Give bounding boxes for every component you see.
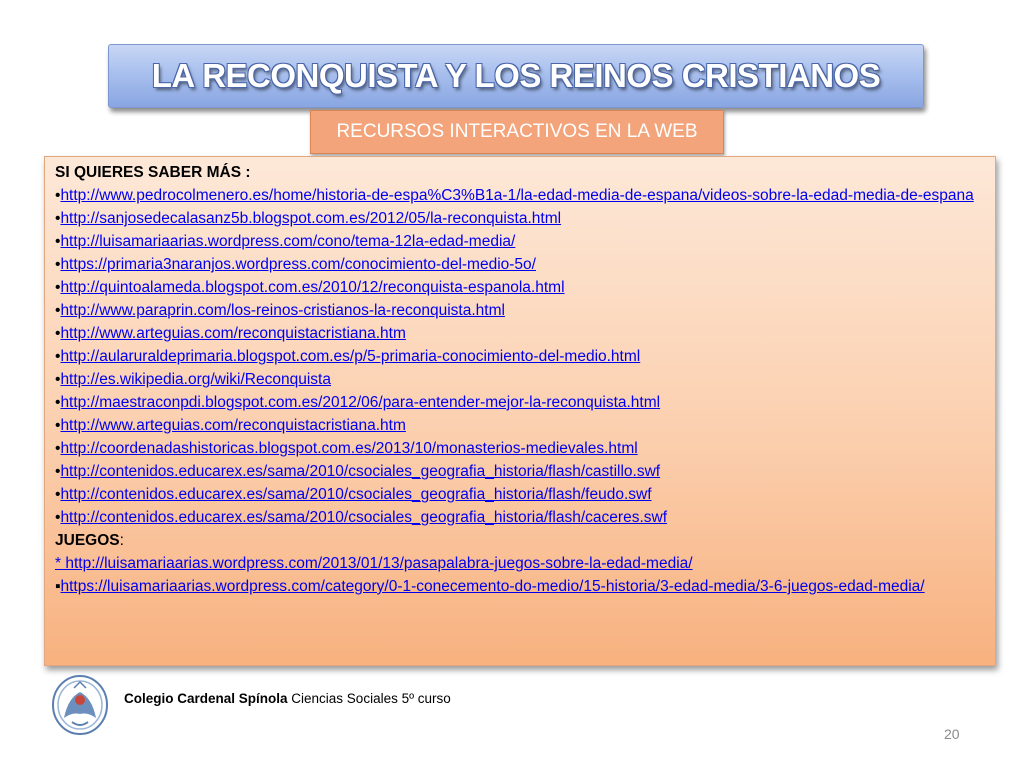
- bullet: •: [55, 233, 61, 250]
- school-name: Colegio Cardenal Spínola: [124, 691, 288, 706]
- bullet: •: [55, 509, 61, 526]
- slide-title: LA RECONQUISTA Y LOS REINOS CRISTIANOS: [151, 57, 881, 94]
- list-item: [55, 437, 985, 460]
- resource-link[interactable]: http://coordenadashistoricas.blogspot.com.es/2013/10/monasterios-medievales.html: [60, 440, 638, 457]
- bullet: •: [55, 210, 61, 227]
- bullet: •: [55, 187, 61, 204]
- list-item: [55, 207, 985, 230]
- bullet: •: [55, 394, 61, 411]
- resources-panel: [44, 156, 996, 666]
- resource-link[interactable]: http://www.arteguias.com/reconquistacristiana.htm: [60, 325, 406, 342]
- list-item: [55, 552, 985, 575]
- course-name: Ciencias Sociales 5º curso: [287, 691, 451, 706]
- game-link[interactable]: * http://luisamariaarias.wordpress.com/2013/01/13/pasapalabra-juegos-sobre-la-edad-media/: [55, 555, 693, 572]
- list-item: [55, 414, 985, 437]
- resource-link[interactable]: http://contenidos.educarex.es/sama/2010/csociales_geografia_historia/flash/castillo.swf: [60, 463, 661, 480]
- bullet: •: [55, 417, 61, 434]
- game-link[interactable]: https://luisamariaarias.wordpress.com/category/0-1-conecemento-do-medio/15-historia/3-edad-media/3-6-juegos-edad-media/: [60, 578, 925, 595]
- resource-link[interactable]: http://contenidos.educarex.es/sama/2010/csociales_geografia_historia/flash/feudo.swf: [60, 486, 652, 503]
- resource-link[interactable]: http://www.paraprin.com/los-reinos-cristianos-la-reconquista.html: [60, 302, 505, 319]
- resource-link[interactable]: http://contenidos.educarex.es/sama/2010/csociales_geografia_historia/flash/caceres.swf: [60, 509, 668, 526]
- games-heading: [55, 529, 985, 552]
- resource-link[interactable]: http://es.wikipedia.org/wiki/Reconquista: [60, 371, 331, 388]
- resource-link[interactable]: http://maestraconpdi.blogspot.com.es/2012/06/para-entender-mejor-la-reconquista.html: [60, 394, 661, 411]
- title-banner: [108, 44, 924, 108]
- bullet: •: [55, 256, 61, 273]
- bullet: •: [55, 371, 61, 388]
- bullet: •: [55, 348, 61, 365]
- games-colon: :: [119, 532, 124, 549]
- resource-link[interactable]: http://www.arteguias.com/reconquistacristiana.htm: [60, 417, 406, 434]
- bullet: •: [55, 302, 61, 319]
- games-label: JUEGOS: [55, 532, 120, 549]
- intro-heading: SI QUIERES SABER MÁS :: [55, 164, 251, 181]
- list-item: [55, 483, 985, 506]
- resource-link[interactable]: http://aularuraldeprimaria.blogspot.com.es/p/5-primaria-conocimiento-del-medio.html: [60, 348, 641, 365]
- resource-link[interactable]: http://luisamariaarias.wordpress.com/cono/tema-12la-edad-media/: [60, 233, 516, 250]
- list-item: [55, 253, 985, 276]
- bullet: •: [55, 440, 61, 457]
- resource-link[interactable]: https://primaria3naranjos.wordpress.com/conocimiento-del-medio-5o/: [60, 256, 536, 273]
- list-item: [55, 506, 985, 529]
- footer: [124, 691, 451, 706]
- list-item: [55, 322, 985, 345]
- resource-link[interactable]: http://sanjosedecalasanz5b.blogspot.com.es/2012/05/la-reconquista.html: [60, 210, 562, 227]
- list-item: [55, 276, 985, 299]
- resource-link[interactable]: http://quintoalameda.blogspot.com.es/2010/12/reconquista-espanola.html: [60, 279, 565, 296]
- list-item: [55, 299, 985, 322]
- list-item: [55, 575, 985, 598]
- list-item: [55, 391, 985, 414]
- resource-link[interactable]: http://www.pedrocolmenero.es/home/historia-de-espa%C3%B1a-1/la-edad-media-de-espana/videos-sobre-la-edad-media-de-espana: [60, 187, 974, 204]
- bullet: •: [55, 486, 61, 503]
- page-number: 20: [944, 726, 960, 742]
- list-item: [55, 230, 985, 253]
- square-bullet: ▪: [55, 578, 61, 595]
- bullet: •: [55, 325, 61, 342]
- subtitle-banner: [310, 110, 724, 154]
- list-item: [55, 368, 985, 391]
- list-item: [55, 460, 985, 483]
- list-item: [55, 345, 985, 368]
- school-logo: [48, 674, 112, 736]
- bullet: •: [55, 463, 61, 480]
- bullet: •: [55, 279, 61, 296]
- list-item: [55, 184, 985, 207]
- slide-subtitle: RECURSOS INTERACTIVOS EN LA WEB: [336, 121, 698, 142]
